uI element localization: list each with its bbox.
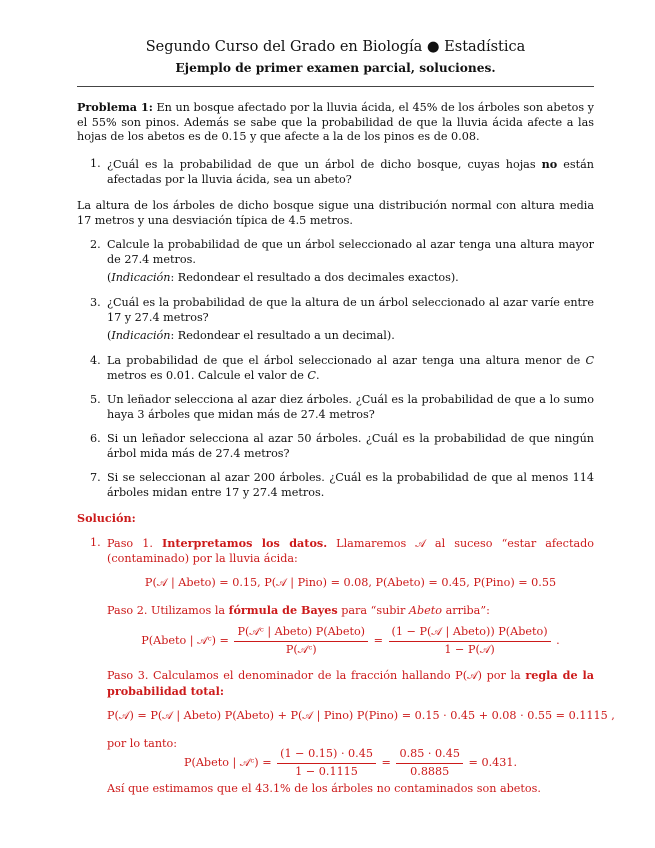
- question-number: 2.: [90, 238, 101, 251]
- step-text: para “subir: [337, 604, 409, 617]
- formula-bayes: [107, 625, 594, 657]
- equals-sign: =: [373, 634, 383, 648]
- question-number: 6.: [90, 432, 101, 445]
- question-text: Un leñador selecciona al azar diez árboles. ¿Cuál es la probabilidad de que a lo sumo haya 3 árboles que midan más de 27.4 metros?: [107, 393, 594, 421]
- exam-subtitle: Ejemplo de primer examen parcial, soluciones.: [175, 61, 496, 75]
- solution-heading: Solución:: [77, 511, 136, 525]
- problem-label: Problema 1:: [77, 100, 153, 114]
- hint-text: : Redondear el resultado a dos decimales exactos).: [170, 271, 459, 284]
- question-text: Calcule la probabilidad de que un árbol seleccionado al azar tenga una altura mayor de 27.4 metros.: [107, 238, 594, 266]
- hint-label: Indicación: [111, 271, 171, 284]
- formula-result-value: = 0.431.: [468, 756, 518, 770]
- question-number: 5.: [90, 393, 101, 406]
- step-emphasis: Interpretamos los datos.: [162, 536, 328, 550]
- formula-end: .: [556, 634, 560, 648]
- question-text-part: .: [315, 368, 320, 382]
- fraction-numerator: (1 − 0.15) · 0.45: [277, 747, 376, 764]
- formula-lhs: P(Abeto | 𝒜ᶜ) =: [183, 756, 272, 770]
- fraction: [396, 747, 463, 779]
- step-emphasis: fórmula de Bayes: [228, 603, 338, 617]
- question-number: 4.: [90, 354, 101, 367]
- question-text: [107, 354, 594, 383]
- formula-data: P(𝒜 | Abeto) = 0.15, P(𝒜 | Pino) = 0.08, P(Abeto) = 0.45, P(Pino) = 0.55: [144, 576, 557, 589]
- fraction-numerator: P(𝒜ᶜ | Abeto) P(Abeto): [234, 625, 368, 642]
- question-number: 1.: [90, 157, 101, 170]
- question-2-hint: (Indicación: Redondear el resultado a dos decimales exactos).: [107, 271, 459, 284]
- step-3-text: [107, 668, 594, 699]
- step-2-text: [107, 603, 594, 619]
- step-italic: Abeto: [408, 604, 443, 617]
- fraction-denominator: 1 − 0.1115: [295, 764, 358, 778]
- step-text: Paso 2. Utilizamos la: [107, 604, 229, 617]
- question-3-hint: (Indicación: Redondear el resultado a un decimal).: [107, 329, 395, 342]
- question-text-part: La probabilidad de que el árbol seleccionado al azar tenga una altura menor de: [107, 354, 586, 367]
- fraction-denominator: 1 − P(𝒜): [444, 642, 495, 656]
- step-emphasis: regla de la probabilidad total:: [107, 668, 595, 698]
- problem-middle-text: La altura de los árboles de dicho bosque sigue una distribución normal con altura media 17 metros y una desviación típica de 4.5 metros.: [77, 199, 594, 227]
- step-text: Llamaremos 𝒜 al suceso “estar afectado (contaminado) por la lluvia ácida:: [107, 537, 595, 565]
- conclusion: Así que estimamos que el 43.1% de los árboles no contaminados son abetos.: [107, 782, 541, 795]
- formula-lhs: P(Abeto | 𝒜ᶜ) =: [141, 634, 229, 648]
- question-text: Si se seleccionan al azar 200 árboles. ¿Cuál es la probabilidad de que al menos 114 árboles midan entre 17 y 27.4 metros.: [107, 471, 594, 499]
- question-text: [107, 157, 594, 187]
- formula-total-probability: P(𝒜) = P(𝒜 | Abeto) P(Abeto) + P(𝒜 | Pino) P(Pino) = 0.15 · 0.45 + 0.08 · 0.55 = 0.1115 ,: [107, 709, 615, 722]
- course-title: Segundo Curso del Grado en Biología ● Estadística: [145, 39, 526, 55]
- question-number: 3.: [90, 296, 101, 309]
- question-text-emphasis: no: [541, 157, 558, 171]
- fraction: [234, 625, 368, 657]
- question-text: ¿Cuál es la probabilidad de que la altura de un árbol seleccionado al azar varíe entre 17 y 27.4 metros?: [107, 296, 594, 324]
- step-1-text: [107, 536, 594, 566]
- solution-number: 1.: [90, 536, 101, 549]
- fraction: [277, 747, 376, 779]
- variable-c: C: [585, 354, 594, 367]
- fraction-numerator: (1 − P(𝒜 | Abeto)) P(Abeto): [389, 625, 551, 642]
- header-divider: [77, 86, 594, 87]
- question-text-part: metros es 0.01. Calcule el valor de: [107, 368, 308, 382]
- por-lo-tanto: por lo tanto:: [107, 737, 178, 750]
- equals-sign: =: [381, 756, 391, 770]
- problem-intro: [77, 100, 594, 145]
- fraction-denominator: 0.8885: [410, 764, 450, 778]
- question-text-part: están afectadas por la lluvia ácida, sea un abeto?: [107, 158, 594, 186]
- fraction-numerator: 0.85 · 0.45: [396, 747, 463, 764]
- step-text: arriba”:: [442, 604, 490, 617]
- question-text: Si un leñador selecciona al azar 50 árboles. ¿Cuál es la probabilidad de que ningún árbol mida más de 27.4 metros?: [107, 432, 594, 460]
- question-text-part: ¿Cuál es la probabilidad de que un árbol de dicho bosque, cuyas hojas: [107, 158, 542, 171]
- fraction: [389, 625, 551, 657]
- hint-label: Indicación: [111, 329, 171, 342]
- question-number: 7.: [90, 471, 101, 484]
- step-label: Paso 1.: [107, 537, 153, 550]
- problem-intro-text: En un bosque afectado por la lluvia ácida, el 45% de los árboles son abetos y el 55% son pinos. Además se sabe que la probabilidad de que la lluvia ácida afecte a las hojas de los abetos es de 0.15 y que afecte a la de los pinos es de 0.08.: [77, 101, 594, 144]
- fraction-denominator: P(𝒜ᶜ): [285, 642, 317, 656]
- variable-c: C: [307, 368, 316, 382]
- hint-text: : Redondear el resultado a un decimal).: [170, 329, 395, 342]
- step-text: Paso 3. Calculamos el denominador de la fracción hallando P(𝒜) por la: [107, 669, 526, 682]
- formula-result: [107, 747, 594, 779]
